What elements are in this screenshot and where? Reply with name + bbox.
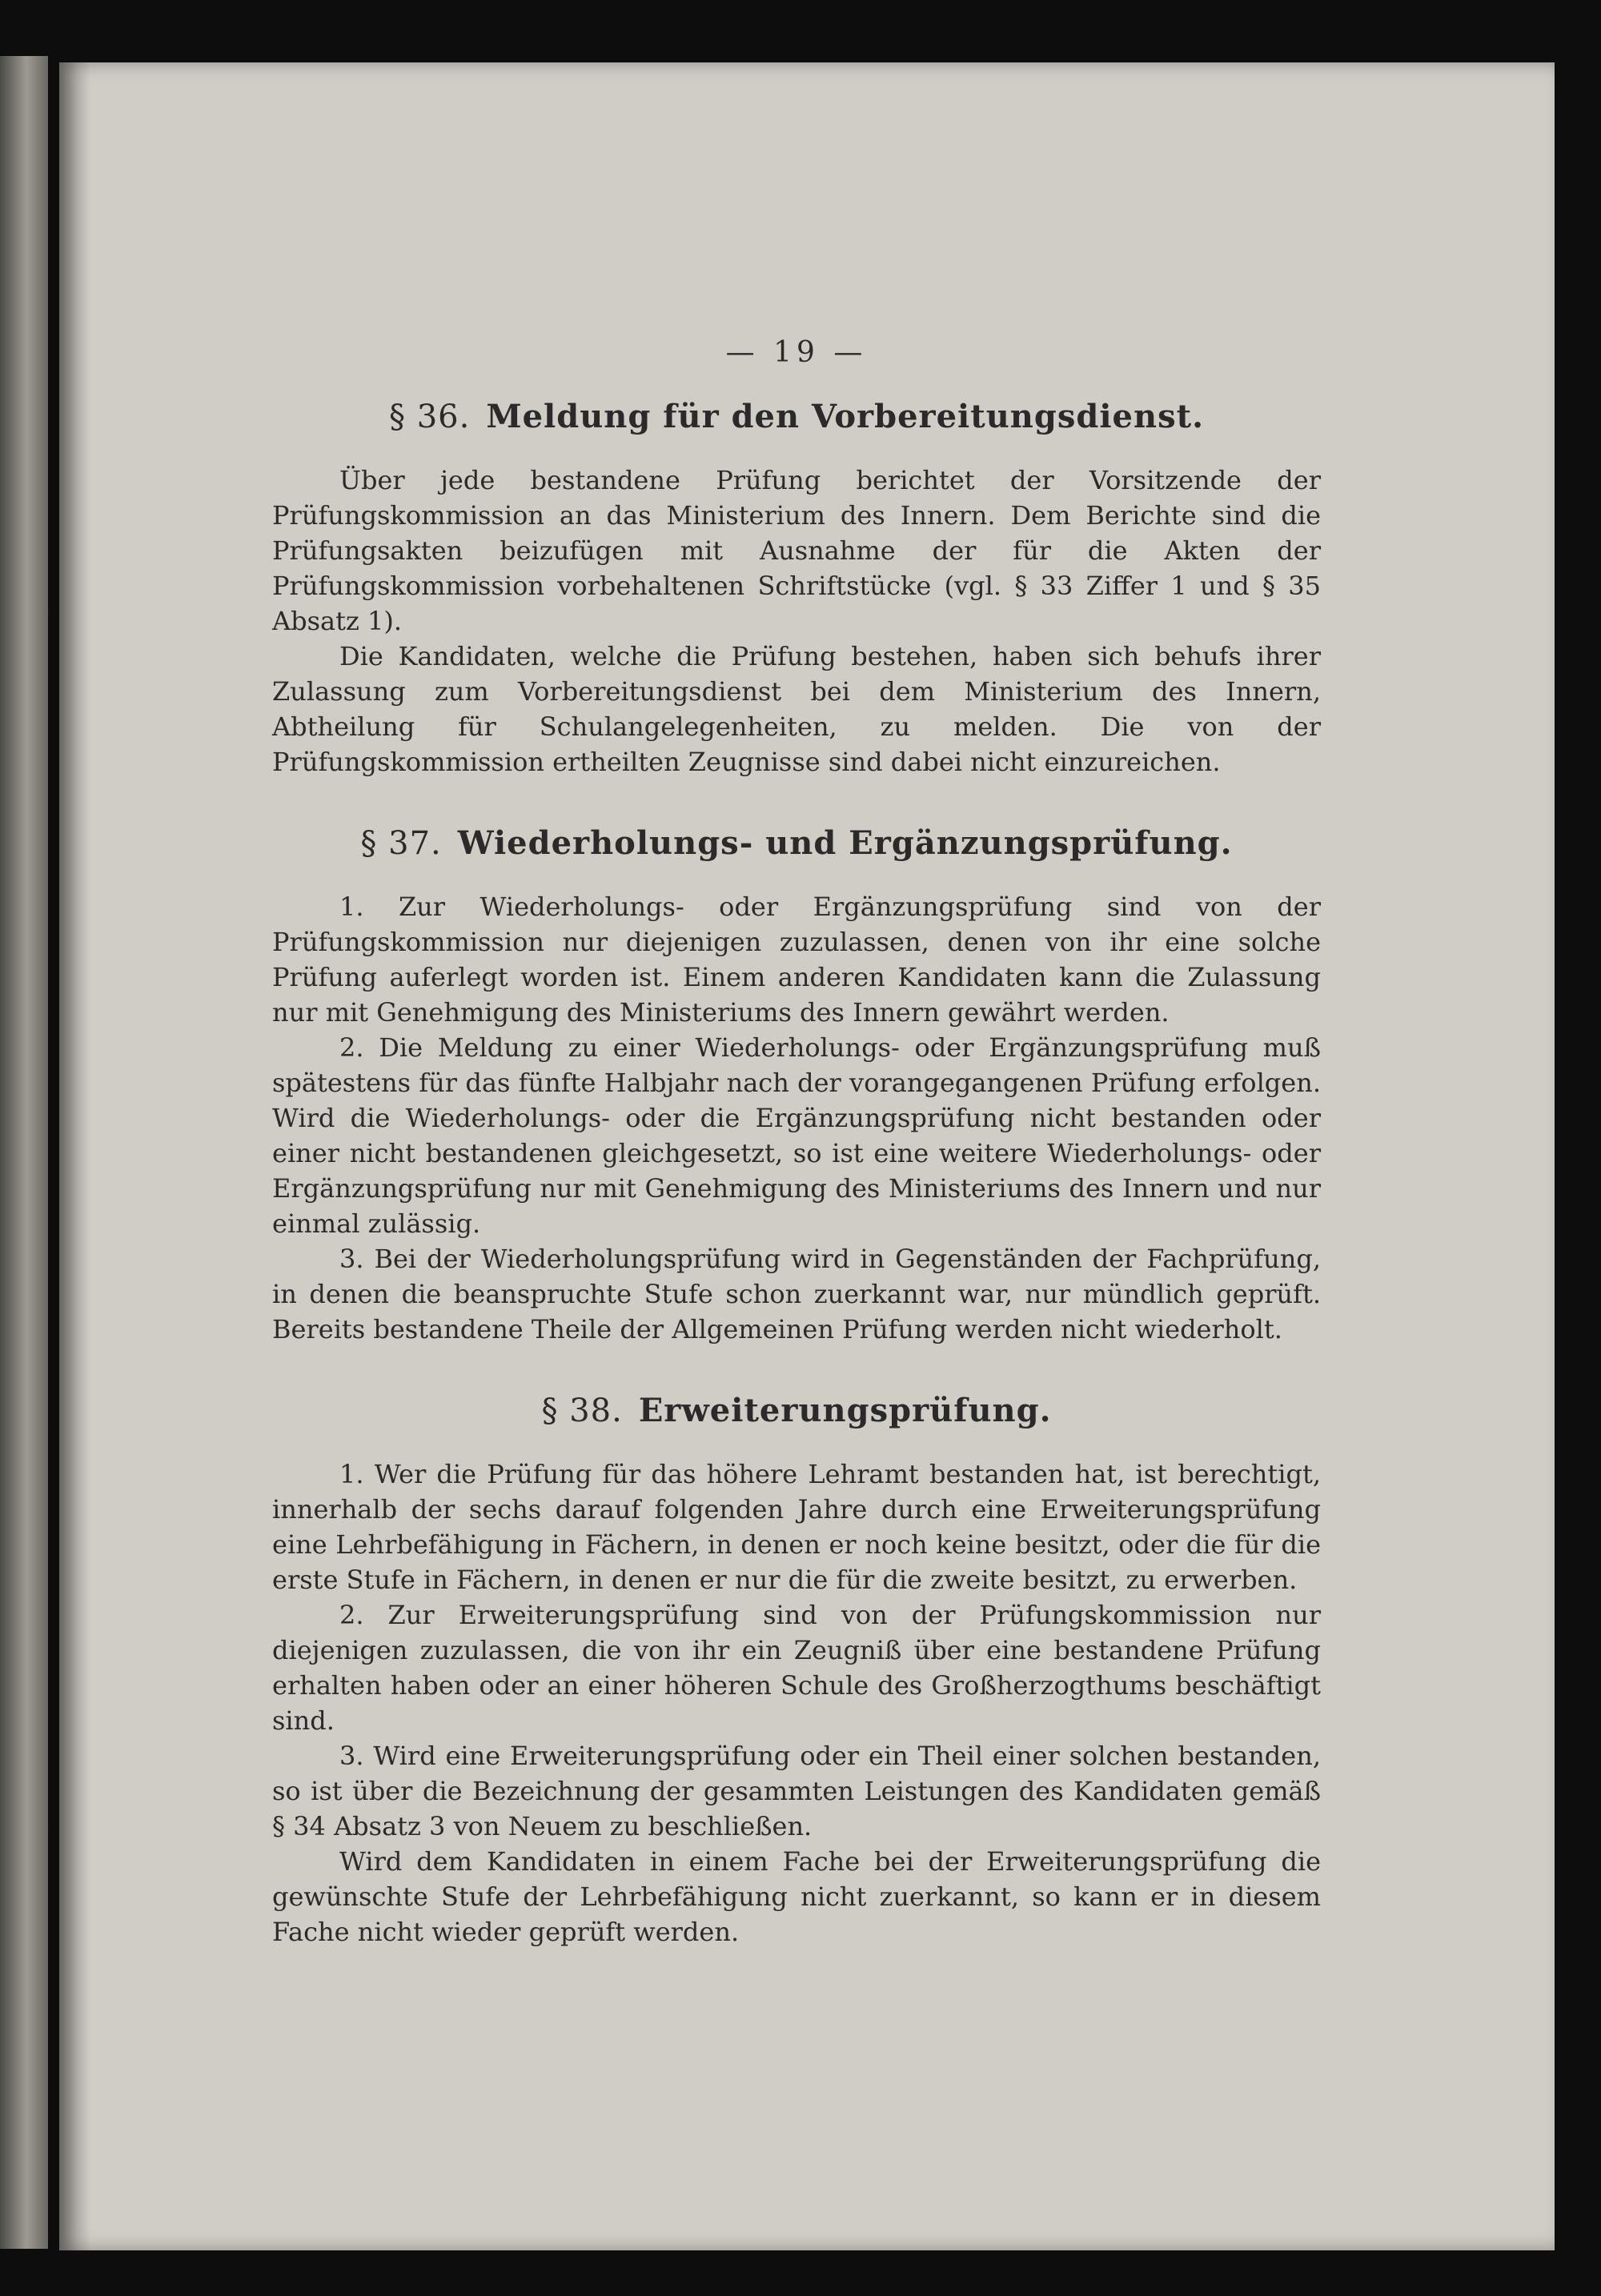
paragraph: 2. Zur Erweiterungsprüfung sind von der Prüfungskommission nur diejenigen zuzulassen, die von ihr ein Zeugniß über eine bestandene Prüfung erhalten haben oder an einer höheren Schule des Großherzogthums beschäftigt sind. [272, 1600, 1321, 1736]
section-number: § 37. [360, 825, 442, 862]
section-heading-36 [272, 398, 1321, 435]
gutter-shadow [59, 62, 91, 2250]
paragraph: Wird dem Kandidaten in einem Fache bei der Erweiterungsprüfung die gewünschte Stufe der Lehrbefähigung nicht zuerkannt, so kann er in diesem Fache nicht wieder geprüft werden. [272, 1846, 1321, 1947]
paragraph: 3. Bei der Wiederholungsprüfung wird in Gegenständen der Fachprüfung, in denen die beanspruchte Stufe schon zuerkannt war, nur mündlich geprüft. Bereits bestandene Theile der Allgemeinen Prüfung werden nicht wiederholt. [272, 1244, 1321, 1344]
paragraph: 3. Wird eine Erweiterungsprüfung oder ein Theil einer solchen bestanden, so ist über die Bezeichnung der gesammten Leistungen des Kandidaten gemäß § 34 Absatz 3 von Neuem zu beschließen. [272, 1741, 1321, 1841]
paragraph: Über jede bestandene Prüfung berichtet der Vorsitzende der Prüfungskommission an das Ministerium des Innern. Dem Berichte sind die Prüfungsakten beizufügen mit Ausnahme der für die Akten der Prüfungskommission vorbehaltenen Schriftstücke (vgl. § 33 Ziffer 1 und § 35 Absatz 1). [272, 465, 1321, 636]
page-number: — 19 — [725, 336, 868, 369]
section-title: Wiederholungs- und Ergänzungsprüfung. [457, 824, 1233, 862]
section-number: § 36. [389, 399, 471, 435]
paragraph: 2. Die Meldung zu einer Wiederholungs- oder Ergänzungsprüfung muß spätestens für das fünfte Halbjahr nach der vorangegangenen Prüfung erfolgen. Wird die Wiederholungs- oder die Ergänzungsprüfung nicht bestanden oder einer nicht bestandenen gleichgesetzt, so ist eine weitere Wiederholungs- oder Ergänzungsprüfung nur mit Genehmigung des Ministeriums des Innern und nur einmal zulässig. [272, 1032, 1321, 1239]
section-gap [272, 1347, 1321, 1392]
paragraph: 1. Wer die Prüfung für das höhere Lehramt bestanden hat, ist berechtigt, innerhalb der sechs darauf folgenden Jahre durch eine Erweiterungsprüfung eine Lehrbefähigung in Fächern, in denen er noch keine besitzt, oder die für die erste Stufe in Fächern, in denen er nur die für die zweite besitzt, zu erwerben. [272, 1459, 1321, 1595]
text-block [272, 272, 1321, 1949]
section-number: § 38. [541, 1392, 623, 1429]
book-page [59, 62, 1555, 2250]
section-gap [272, 779, 1321, 824]
left-page-edge [0, 56, 48, 2249]
section-title: Erweiterungsprüfung. [638, 1392, 1052, 1429]
paragraph: 1. Zur Wiederholungs- oder Ergänzungsprüfung sind von der Prüfungskommission nur diejenigen zuzulassen, denen von ihr eine solche Prüfung auferlegt worden ist. Einem anderen Kandidaten kann die Zulassung nur mit Genehmigung des Ministeriums des Innern gewährt werden. [272, 892, 1321, 1028]
section-heading-38 [272, 1392, 1321, 1429]
section-title: Meldung für den Vorbereitungsdienst. [486, 398, 1204, 435]
paragraph: Die Kandidaten, welche die Prüfung bestehen, haben sich behufs ihrer Zulassung zum Vorbereitungsdienst bei dem Ministerium des Innern, Abtheilung für Schulangelegenheiten, zu melden. Die von der Prüfungskommission ertheilten Zeugnisse sind dabei nicht einzureichen. [272, 641, 1321, 777]
section-heading-37 [272, 824, 1321, 862]
